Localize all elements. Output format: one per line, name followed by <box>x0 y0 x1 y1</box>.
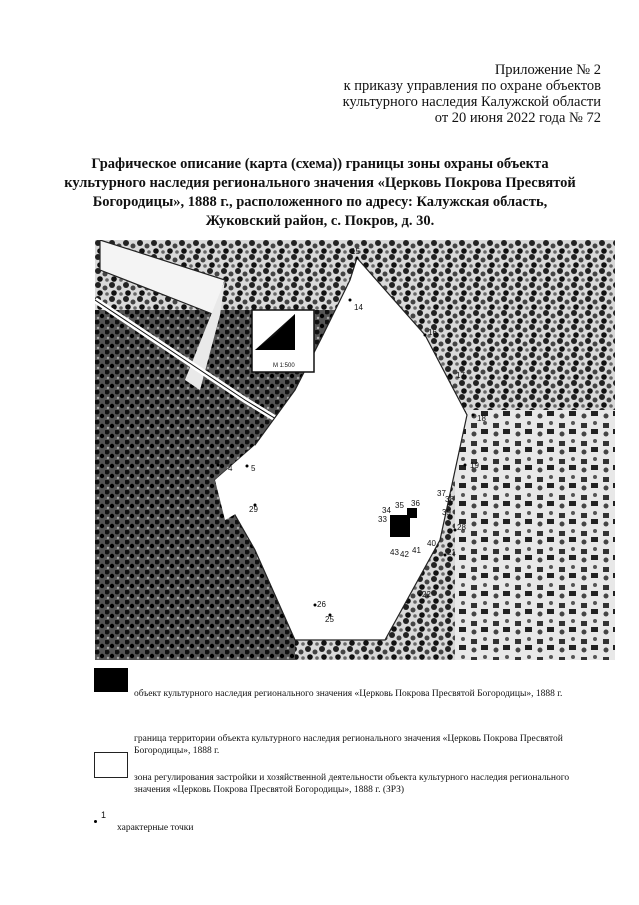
legend-object-text: объект культурного наследия регионального значения «Церковь Покрова Пресвятой Богородицы», 1888 г. <box>134 689 563 699</box>
title-line: Графическое описание (карта (схема)) границы зоны охраны объекта <box>91 156 549 172</box>
point-label: 29 <box>249 505 258 514</box>
title-line: культурного наследия регионального значения «Церковь Покрова Пресвятой <box>64 175 576 191</box>
point-label: 4 <box>228 464 233 473</box>
legend-point-number: 1 <box>101 810 107 820</box>
legend-zone-line: зона регулирования застройки и хозяйственной деятельности объекта культурного наследия регионального <box>134 773 570 783</box>
legend-points-text: характерные точки <box>117 823 194 833</box>
point-label: 14 <box>354 303 363 312</box>
point-label: 22 <box>422 590 431 599</box>
legend-territory-line: граница территории объекта культурного наследия регионального значения «Церковь Покрова Пресвятой <box>134 734 563 744</box>
legend-object-swatch <box>94 668 128 692</box>
point-label: 18 <box>477 414 486 423</box>
title-line: Богородицы», 1888 г., расположенного по адресу: Калужская область, <box>92 194 548 210</box>
legend-territory-text <box>134 733 563 757</box>
inset-scale: М 1:500 <box>273 363 295 369</box>
point-label: 42 <box>400 550 409 559</box>
point-label: 19 <box>470 461 479 470</box>
appendix-line: к приказу управления по охране объектов <box>343 78 601 94</box>
point-label: 25 <box>325 615 334 624</box>
point-label: 21 <box>447 548 456 557</box>
aerial-map <box>95 240 615 660</box>
point-label: 17 <box>456 371 465 380</box>
point-label: 36 <box>411 499 420 508</box>
legend-zone-swatch <box>94 752 128 778</box>
church-object <box>390 515 410 537</box>
inset-point: 10 <box>258 328 267 337</box>
appendix-header <box>343 62 601 126</box>
point-label: 33 <box>378 515 387 524</box>
point-label: 26 <box>317 600 326 609</box>
legend-point-swatch <box>94 820 97 823</box>
point-label: 43 <box>390 548 399 557</box>
legend-zone-line: значения «Церковь Покрова Пресвятой Богородицы», 1888 г. (ЗРЗ) <box>134 785 405 795</box>
point-label: 41 <box>412 546 421 555</box>
point-label: 5 <box>251 464 256 473</box>
appendix-line: Приложение № 2 <box>494 62 601 78</box>
point-label: 37 <box>437 489 446 498</box>
point-label: 35 <box>395 501 404 510</box>
legend-zone-text <box>134 772 569 796</box>
point-label: 40 <box>427 539 436 548</box>
title-line: Жуковский район, с. Покров, д. 30. <box>205 213 435 229</box>
appendix-line: от 20 июня 2022 года № 72 <box>434 110 601 126</box>
point-label: 39 <box>442 508 451 517</box>
point-label: 28 <box>457 523 466 532</box>
inset-box <box>252 310 314 372</box>
point-label: 16 <box>428 328 437 337</box>
point-label: 15 <box>351 247 360 256</box>
legend-territory-line: Богородицы», 1888 г. <box>134 746 220 756</box>
inset-point: 11 <box>263 318 272 327</box>
document-title <box>60 155 580 231</box>
point-label: 34 <box>382 506 391 515</box>
point-label: 38 <box>445 495 454 504</box>
appendix-line: культурного наследия Калужской области <box>342 94 601 110</box>
